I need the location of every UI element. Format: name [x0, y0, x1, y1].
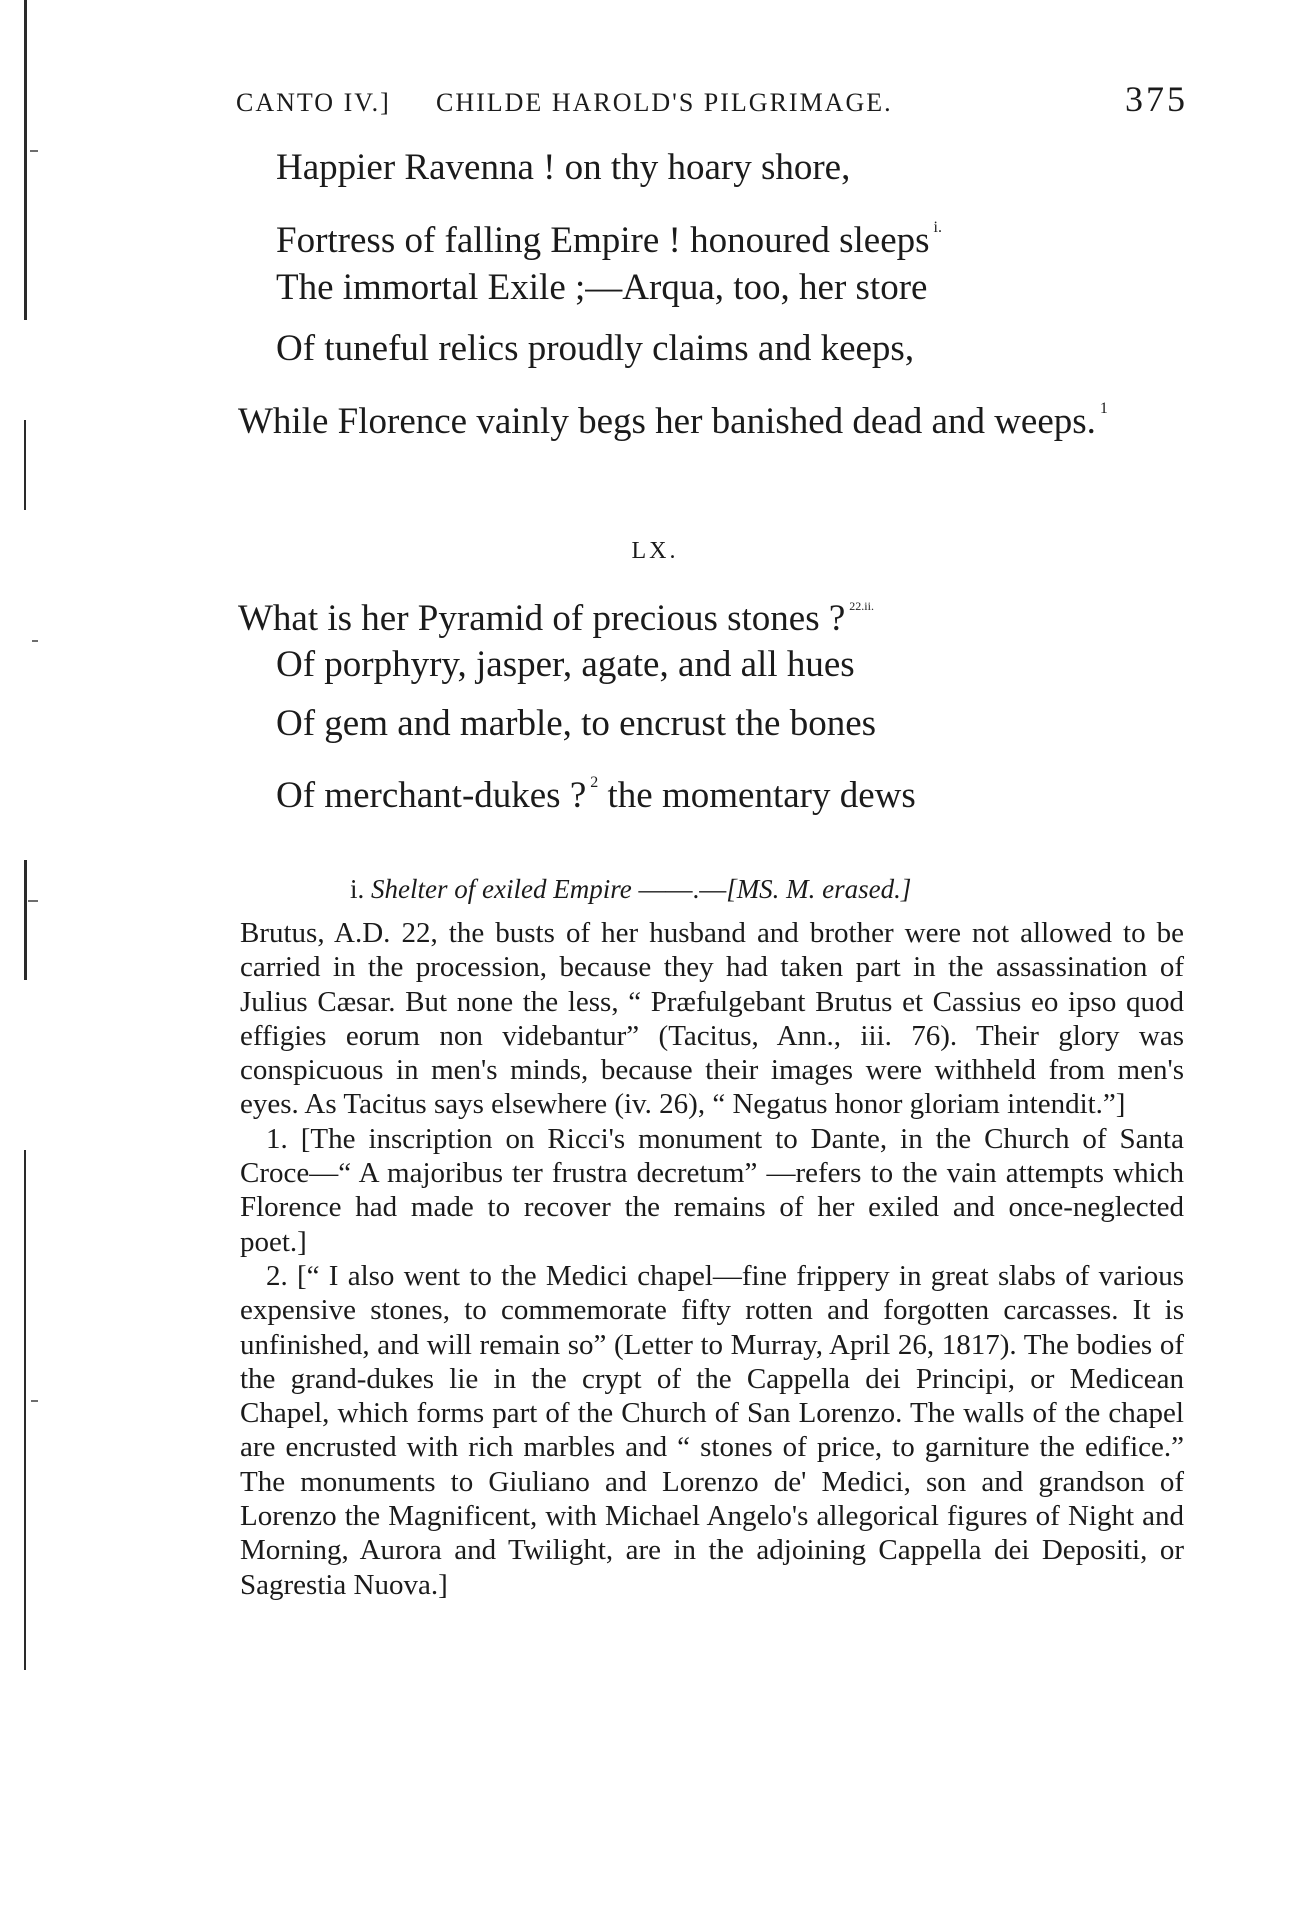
verse-line	[276, 327, 914, 371]
variant-note	[350, 874, 1150, 905]
verse-line	[276, 761, 916, 818]
verse-line	[276, 643, 855, 687]
binding-edge	[24, 1150, 26, 1670]
verse-text: The immortal Exile ;—Arqua, too, her store	[276, 267, 928, 308]
verse-line	[238, 387, 1108, 444]
footnote-1: 1. [The inscription on Ricci's monument to Dante, in the Church of Santa Croce—“ A majoribus ter frustra decretum” —refers to the vain attempts which Florence had made to recover the remains of her exiled and once-neglected poet.]	[240, 1122, 1184, 1258]
verse-text-tail: the momentary dews	[598, 775, 916, 816]
variant-note-number: i.	[350, 874, 365, 904]
verse-line	[276, 702, 876, 746]
verse-text: Happier Ravenna ! on thy hoary shore,	[276, 147, 851, 188]
verse-line	[238, 584, 874, 641]
verse-line	[276, 266, 927, 310]
scan-speck	[30, 150, 38, 152]
scan-speck	[28, 900, 38, 902]
variant-note-dash: ——.—	[631, 874, 727, 904]
page-gutter	[18, 0, 44, 1909]
verse-text: What is her Pyramid of precious stones ?	[238, 598, 846, 639]
running-header	[236, 72, 1188, 132]
verse-text: Of merchant-dukes ?	[276, 775, 587, 816]
stanza-number: LX.	[631, 538, 679, 564]
binding-edge	[24, 0, 27, 320]
page-number: 375	[1125, 79, 1188, 119]
verse-line	[276, 206, 942, 263]
footnote-marker: 2	[590, 774, 599, 791]
verse-line	[276, 146, 850, 190]
variant-note-text: Shelter of exiled Empire	[371, 874, 632, 904]
variant-note-source: [MS. M. erased.]	[726, 874, 912, 904]
verse-text: Of porphyry, jasper, agate, and all hues	[276, 644, 855, 685]
header-canto: CANTO IV.]	[236, 88, 391, 117]
footnote-marker: 1	[1099, 400, 1108, 417]
variant-marker: i.	[933, 219, 942, 236]
verse-text: Of tuneful relics proudly claims and keeps,	[276, 328, 915, 369]
scan-speck	[32, 640, 38, 642]
footnote-2: 2. [“ I also went to the Medici chapel—fine frippery in great slabs of various expensive stones, to commemorate fifty rotten and forgotten carcasses. It is unfinished, and will remain so” (Letter to Murray, April 26, 1817). The bodies of the grand-dukes lie in the crypt of the Cappella dei Principi, or Medicean Chapel, which forms part of the Church of San Lorenzo. The walls of the chapel are encrusted with rich marbles and “ stones of price, to garniture the edifice.” The monuments to Giuliano and Lorenzo de' Medici, son and grandson of Lorenzo the Magnificent, with Michael Angelo's allegorical figures of Night and Morning, Aurora and Twilight, are in the adjoining Cappella dei Depositi, or Sagrestia Nuova.]	[240, 1259, 1184, 1601]
binding-edge	[24, 860, 27, 980]
binding-edge	[24, 420, 26, 510]
footnotes	[240, 916, 1184, 1602]
variant-marker: 22.ii.	[849, 599, 874, 613]
footnote-continuation: Brutus, A.D. 22, the busts of her husband and brother were not allowed to be carried in the procession, because they had taken part in the assassination of Julius Cæsar. But none the less, “ Præfulgebant Brutus et Cassius eo ipso quod effigies eorum non videbantur” (Tacitus, Ann., iii. 76). Their glory was conspicuous in men's minds, because their images were withheld from men's eyes. As Tacitus says elsewhere (iv. 26), “ Negatus honor gloriam intendit.”]	[240, 917, 1184, 1121]
scan-speck	[31, 1400, 38, 1402]
verse-text: Fortress of falling Empire ! honoured sleeps	[276, 220, 930, 261]
header-title: CHILDE HAROLD'S PILGRIMAGE.	[436, 88, 893, 117]
verse-text: Of gem and marble, to encrust the bones	[276, 703, 877, 744]
verse-text: While Florence vainly begs her banished dead and weeps.	[238, 401, 1096, 442]
